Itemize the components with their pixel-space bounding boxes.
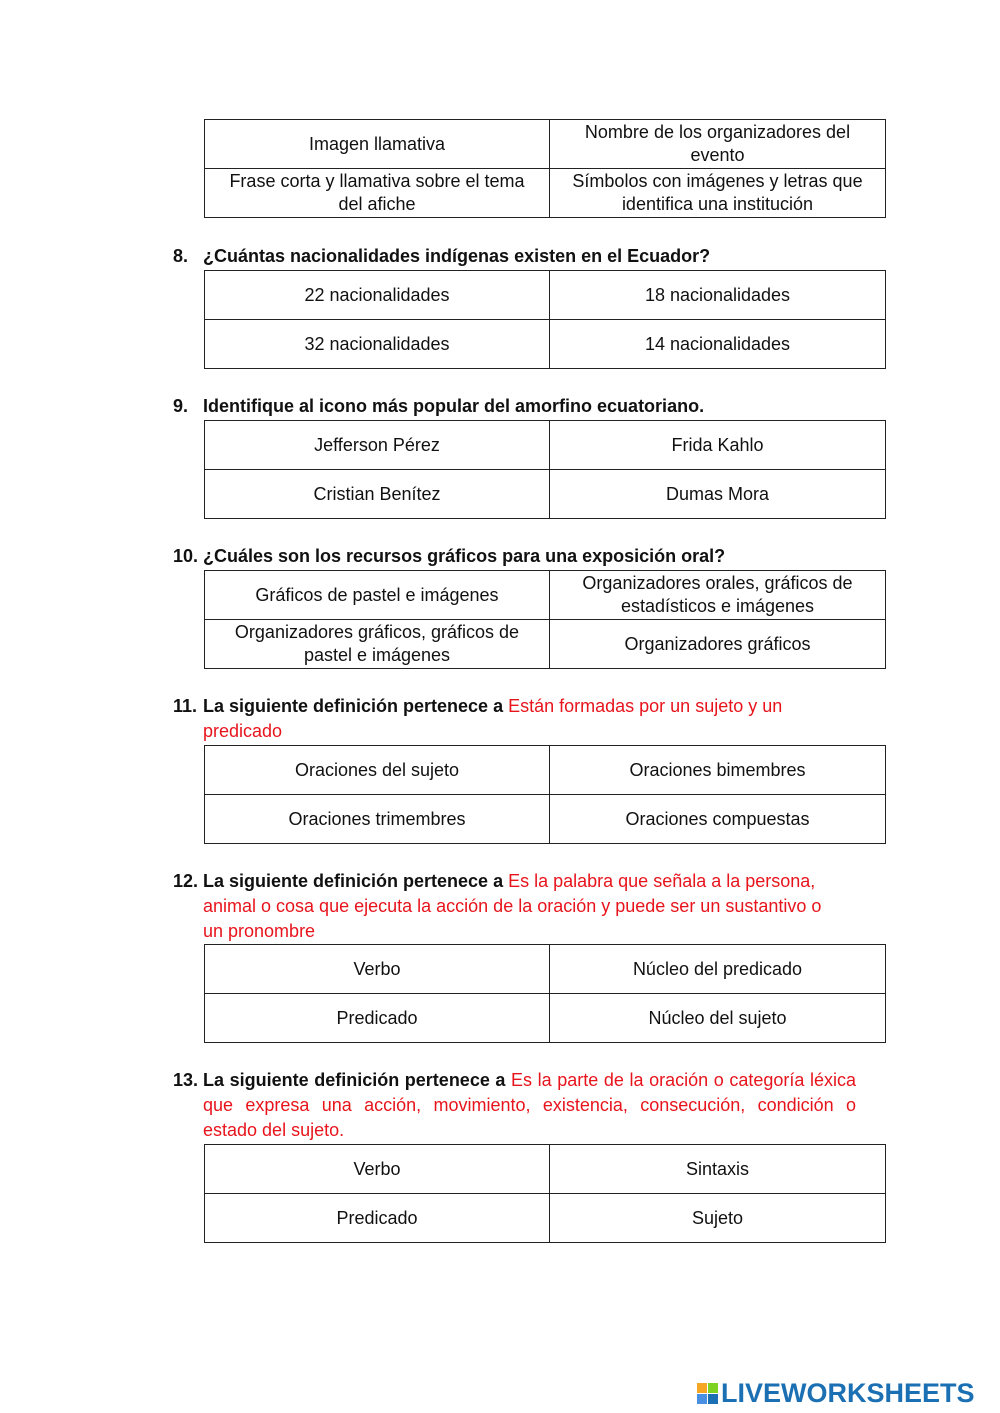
table-row bbox=[205, 271, 886, 320]
answer-option[interactable]: Núcleo del predicado bbox=[550, 945, 886, 994]
question-number: 13. bbox=[173, 1070, 199, 1090]
question-text: ¿Cuáles son los recursos gráficos para una exposición oral? bbox=[203, 546, 726, 566]
question-number: 9. bbox=[173, 396, 189, 416]
answer-option[interactable]: Organizadores gráficos bbox=[550, 620, 886, 669]
question-12 bbox=[173, 869, 843, 944]
answer-table-q8 bbox=[204, 270, 886, 369]
answer-option[interactable]: Verbo bbox=[205, 1145, 550, 1194]
question-number: 8. bbox=[173, 246, 189, 266]
table-row bbox=[205, 320, 886, 369]
question-number: 10. bbox=[173, 546, 199, 566]
answer-option[interactable]: 32 nacionalidades bbox=[205, 320, 550, 369]
answer-option[interactable]: Jefferson Pérez bbox=[205, 421, 550, 470]
answer-option[interactable]: Gráficos de pastel e imágenes bbox=[205, 571, 550, 620]
table-row bbox=[205, 470, 886, 519]
definition-text: Es la palabra que señala a la persona, animal o cosa que ejecuta la acción de la oración y puede ser un sustantivo o un pronombre bbox=[203, 871, 822, 941]
answer-option[interactable]: Sintaxis bbox=[550, 1145, 886, 1194]
question-text: Identifique al icono más popular del amorfino ecuatoriano. bbox=[203, 396, 705, 416]
question-text: ¿Cuántas nacionalidades indígenas existen en el Ecuador? bbox=[203, 246, 711, 266]
table-row bbox=[205, 795, 886, 844]
question-number: 12. bbox=[173, 871, 199, 891]
definition-text: Es la parte de la oración o categoría léxica que expresa una acción, movimiento, existencia, consecución, condición o estado del sujeto. bbox=[203, 1070, 856, 1140]
question-text: La siguiente definición pertenece a bbox=[203, 871, 504, 891]
answer-option[interactable]: Organizadores gráficos, gráficos de pastel e imágenes bbox=[205, 620, 550, 669]
answer-option[interactable]: Oraciones compuestas bbox=[550, 795, 886, 844]
question-number: 11. bbox=[173, 696, 198, 716]
answer-option[interactable]: Oraciones bimembres bbox=[550, 746, 886, 795]
table-row bbox=[205, 421, 886, 470]
table-row bbox=[205, 746, 886, 795]
answer-option[interactable]: Sujeto bbox=[550, 1194, 886, 1243]
question-text: La siguiente definición pertenece a bbox=[203, 1070, 506, 1090]
liveworksheets-logo-icon bbox=[697, 1383, 718, 1404]
answer-option[interactable]: Oraciones del sujeto bbox=[205, 746, 550, 795]
answer-option[interactable]: Núcleo del sujeto bbox=[550, 994, 886, 1043]
question-8 bbox=[173, 244, 863, 269]
answer-table-q13 bbox=[204, 1144, 886, 1243]
table-row bbox=[205, 620, 886, 669]
answer-table-q7 bbox=[204, 119, 886, 218]
answer-option[interactable]: Oraciones trimembres bbox=[205, 795, 550, 844]
answer-option[interactable]: Dumas Mora bbox=[550, 470, 886, 519]
table-row bbox=[205, 571, 886, 620]
question-10 bbox=[173, 544, 863, 569]
table-row bbox=[205, 1194, 886, 1243]
table-row bbox=[205, 169, 886, 218]
table-row bbox=[205, 1145, 886, 1194]
answer-option[interactable]: Frida Kahlo bbox=[550, 421, 886, 470]
question-13 bbox=[173, 1068, 856, 1143]
question-11 bbox=[173, 694, 863, 744]
liveworksheets-logo bbox=[697, 1378, 975, 1408]
question-text: La siguiente definición pertenece a bbox=[203, 696, 504, 716]
answer-option[interactable]: Nombre de los organizadores del evento bbox=[550, 120, 886, 169]
answer-table-q9 bbox=[204, 420, 886, 519]
table-row bbox=[205, 945, 886, 994]
answer-option[interactable]: 14 nacionalidades bbox=[550, 320, 886, 369]
logo-text: LIVEWORKSHEETS bbox=[721, 1377, 975, 1408]
table-row bbox=[205, 994, 886, 1043]
answer-option[interactable]: Frase corta y llamativa sobre el tema del afiche bbox=[205, 169, 550, 218]
definition-text: Están formadas por un sujeto y un predicado bbox=[203, 696, 783, 741]
answer-table-q10 bbox=[204, 570, 886, 669]
answer-option[interactable]: Verbo bbox=[205, 945, 550, 994]
table-row bbox=[205, 120, 886, 169]
answer-table-q11 bbox=[204, 745, 886, 844]
answer-option[interactable]: Predicado bbox=[205, 994, 550, 1043]
answer-option[interactable]: Cristian Benítez bbox=[205, 470, 550, 519]
answer-option[interactable]: Predicado bbox=[205, 1194, 550, 1243]
answer-table-q12 bbox=[204, 944, 886, 1043]
answer-option[interactable]: Símbolos con imágenes y letras que identifica una institución bbox=[550, 169, 886, 218]
answer-option[interactable]: 18 nacionalidades bbox=[550, 271, 886, 320]
question-9 bbox=[173, 394, 863, 419]
answer-option[interactable]: Organizadores orales, gráficos de estadísticos e imágenes bbox=[550, 571, 886, 620]
answer-option[interactable]: Imagen llamativa bbox=[205, 120, 550, 169]
answer-option[interactable]: 22 nacionalidades bbox=[205, 271, 550, 320]
